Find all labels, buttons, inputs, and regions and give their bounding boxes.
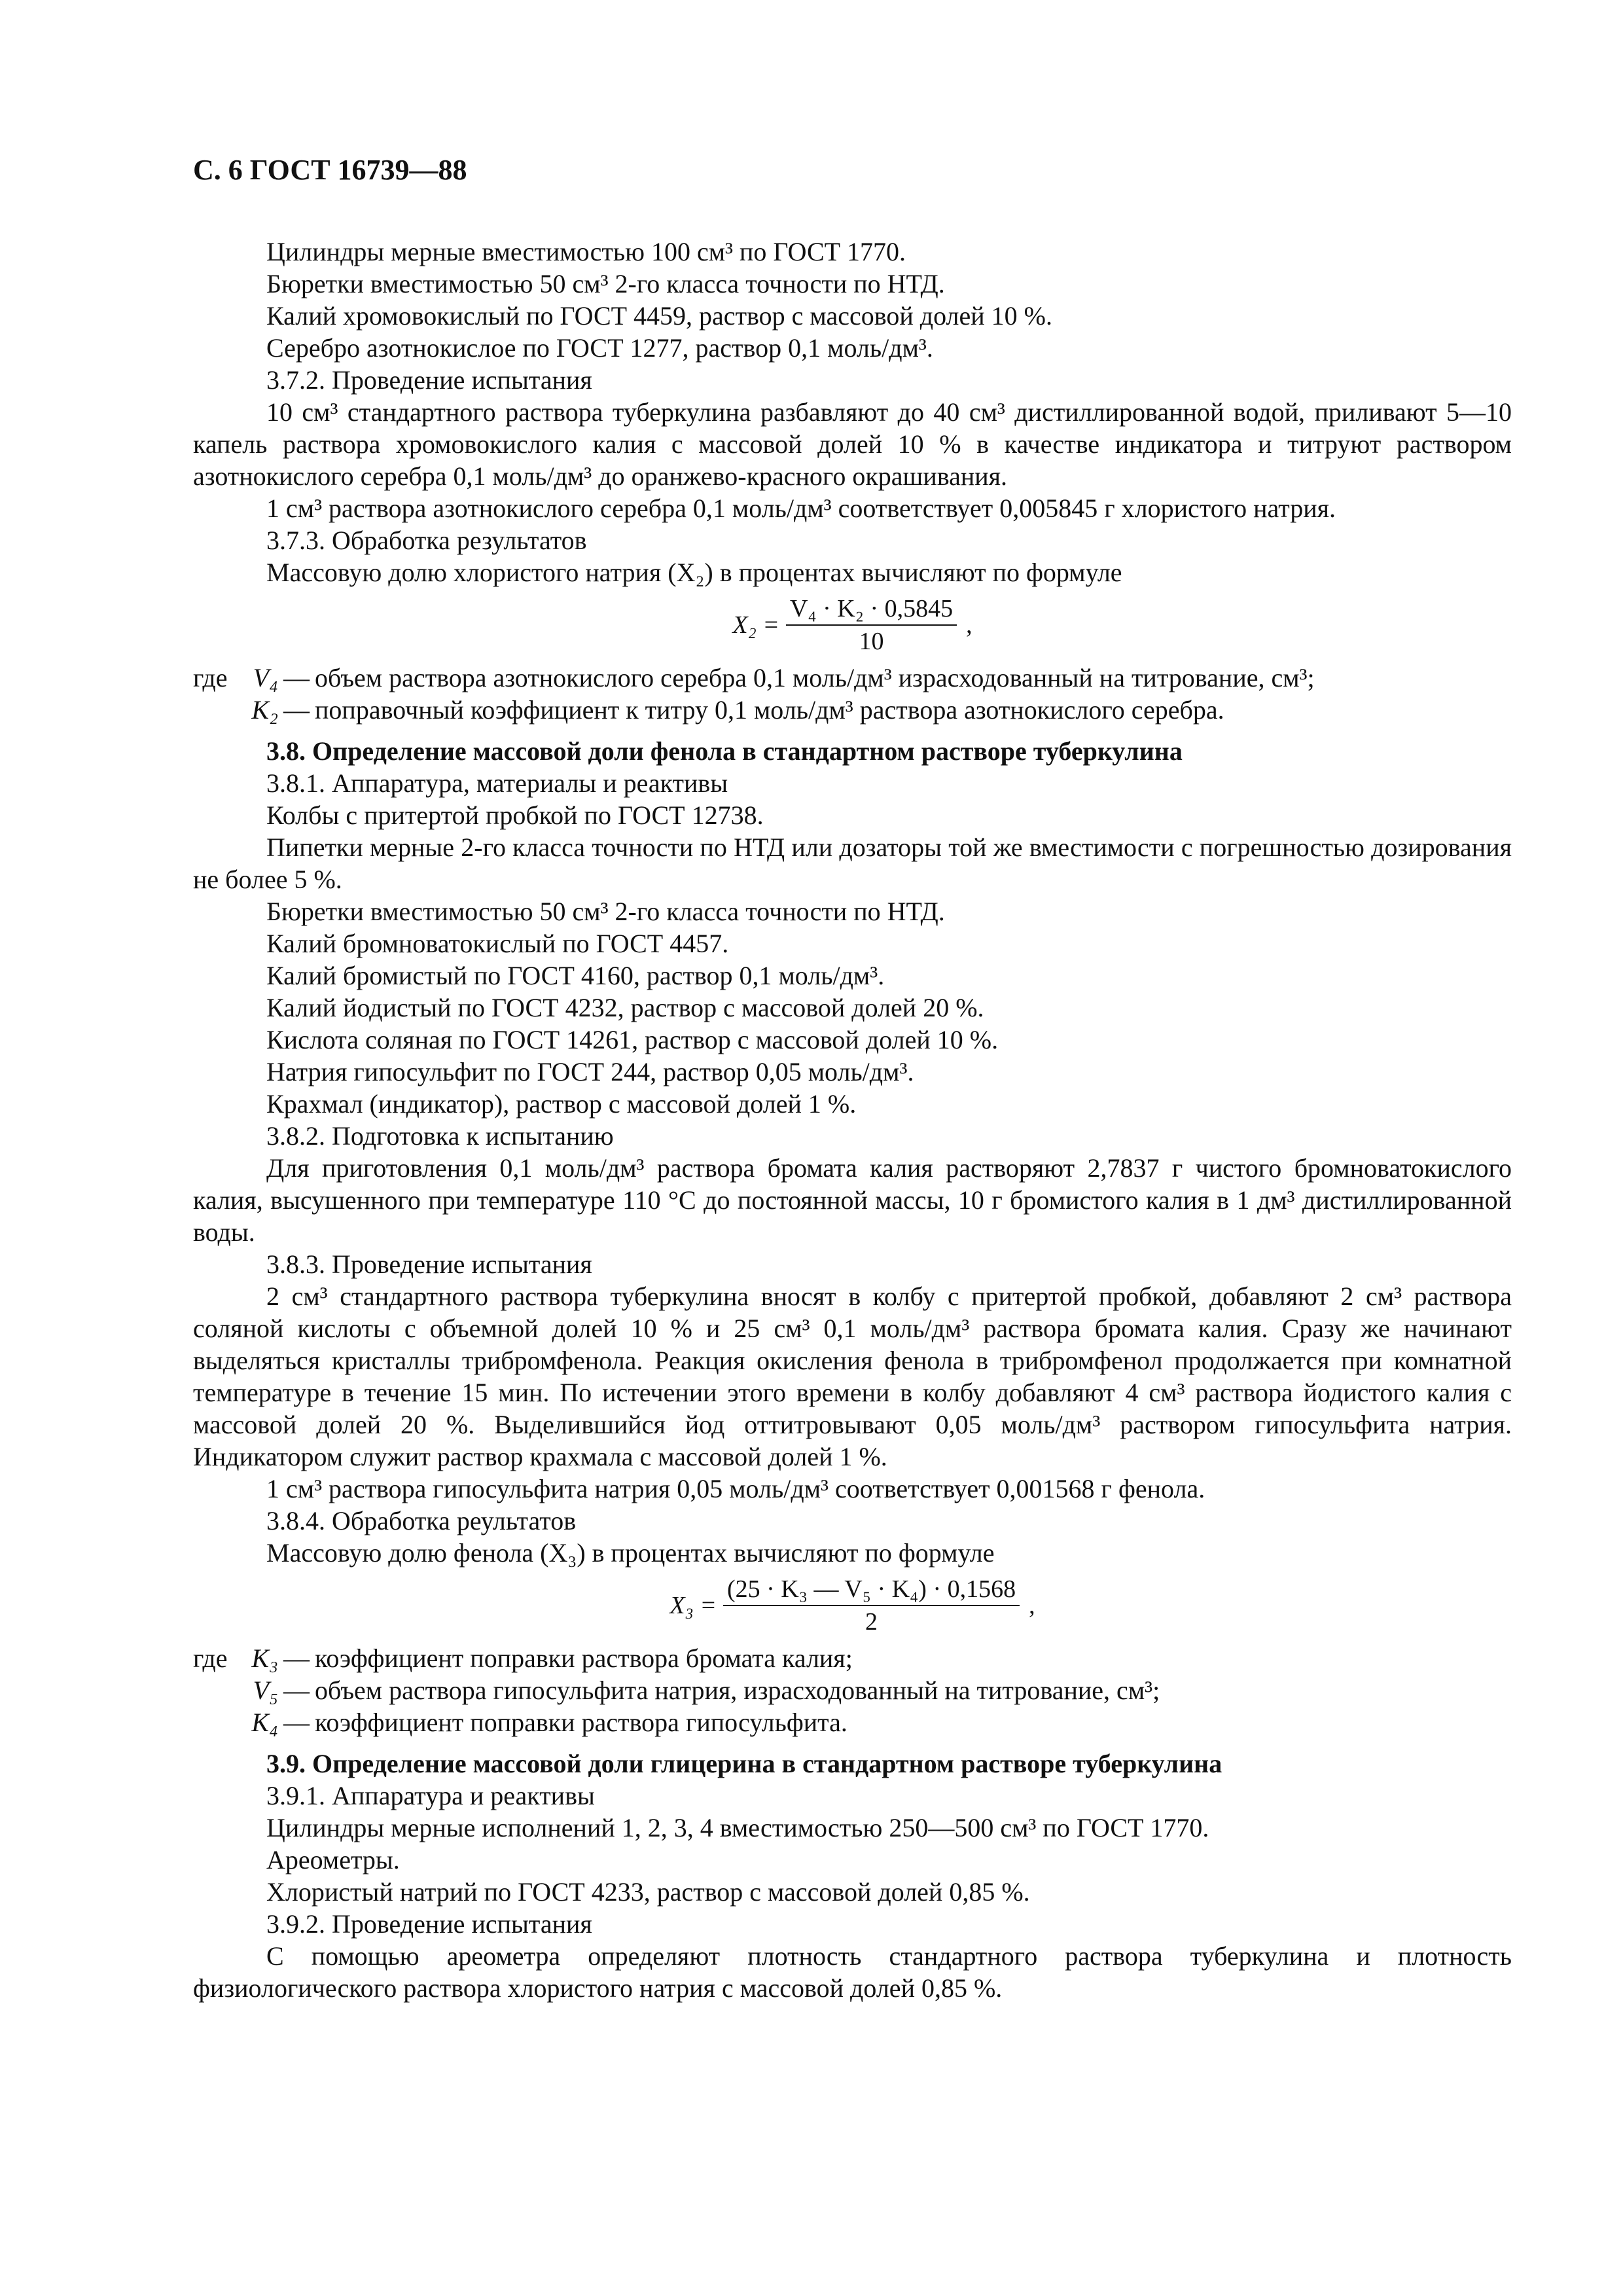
text-line: Калий бромноватокислый по ГОСТ 4457. — [266, 929, 729, 958]
text-line: Цилиндры мерные исполнений 1, 2, 3, 4 вместимостью 250—500 см³ по ГОСТ 1770. — [266, 1813, 1209, 1842]
where-symbol: K₃ — [251, 1643, 278, 1673]
section-heading-3-9: 3.9. Определение массовой доли глицерина в стандартном растворе туберкулина — [266, 1749, 1222, 1778]
paragraph: 1 см³ раствора гипосульфита натрия 0,05 моль/дм³ соответствует 0,001568 г фенола. — [266, 1474, 1205, 1503]
where-list — [193, 662, 1512, 726]
formula-denominator: 2 — [865, 1608, 878, 1636]
text-line: Хлористый натрий по ГОСТ 4233, раствор с массовой долей 0,85 %. — [266, 1877, 1030, 1907]
text-line: Ареометры. — [266, 1845, 400, 1874]
formula-comma: , — [966, 611, 972, 639]
formula-x3 — [193, 1569, 1512, 1642]
text-line: Кислота соляная по ГОСТ 14261, раствор с массовой долей 10 %. — [266, 1025, 999, 1054]
text-line: Массовую долю фенола (X₃) в процентах вычисляют по формуле — [266, 1538, 995, 1568]
paragraph: 1 см³ раствора азотнокислого серебра 0,1 моль/дм³ соответствует 0,005845 г хлористого натрия. — [266, 493, 1336, 523]
where-text: поправочный коэффициент к титру 0,1 моль/дм³ раствора азотнокислого серебра. — [315, 695, 1224, 725]
where-text: объем раствора гипосульфита натрия, израсходованный на титрование, см³; — [315, 1676, 1160, 1705]
where-dash: — — [283, 663, 310, 692]
where-symbol: K₂ — [251, 695, 278, 725]
where-dash: — — [283, 1643, 310, 1673]
text-line: Бюретки вместимостью 50 см³ 2-го класса точности по НТД. — [266, 897, 945, 926]
text-line: Калий хромовокислый по ГОСТ 4459, раствор с массовой долей 10 %. — [266, 301, 1052, 331]
paragraph: 2 см³ стандартного раствора туберкулина вносят в колбу с притертой пробкой, добавляют 2 см³ раствора соляной кислоты с объемной долей 10 % и 25 см³ 0,1 моль/дм³ раствора бромата калия. Сразу же начинают выделяться кристаллы трибромфенола. Реакция окисления фенола в трибромфенол продолжается при комнатной температуре в течение 15 мин. По истечении этого времени в колбу добавляют 4 см³ раствора йодистого калия с массовой долей 20 %. Выделившийся йод оттитровывают 0,05 моль/дм³ раствором гипосульфита натрия. Индикатором служит раствор крахмала с массовой долей 1 %. — [193, 1282, 1512, 1471]
formula-x2 — [193, 588, 1512, 662]
paragraph: 10 см³ стандартного раствора туберкулина разбавляют до 40 см³ дистиллированной водой, приливают 5—10 капель раствора хромовокислого калия с массовой долей 10 % в качестве индикатора и титруют раствором азотнокислого серебра 0,1 моль/дм³ до оранжево-красного окрашивания. — [193, 397, 1512, 491]
where-label: где — [193, 663, 228, 692]
subsection-heading: 3.8.1. Аппаратура, материалы и реактивы — [266, 768, 728, 798]
formula-numerator: V₄ · K₂ · 0,5845 — [786, 593, 957, 626]
section-heading-3-8: 3.8. Определение массовой доли фенола в стандартном растворе туберкулина — [266, 736, 1183, 766]
formula-numerator: (25 · K₃ — V₅ · K₄) · 0,1568 — [723, 1573, 1020, 1606]
text-line: Массовую долю хлористого натрия (X₂) в процентах вычисляют по формуле — [266, 558, 1122, 587]
subsection-heading: 3.7.2. Проведение испытания — [266, 365, 592, 395]
text-line: Цилиндры мерные вместимостью 100 см³ по ГОСТ 1770. — [266, 237, 906, 266]
subsection-heading: 3.8.3. Проведение испытания — [266, 1249, 592, 1279]
where-symbol: V₅ — [253, 1676, 278, 1705]
where-label — [193, 1706, 231, 1738]
text-line: Натрия гипосульфит по ГОСТ 244, раствор 0,05 моль/дм³. — [266, 1057, 914, 1086]
formula-fraction — [723, 1573, 1020, 1638]
paragraph: Для приготовления 0,1 моль/дм³ раствора бромата калия растворяют 2,7837 г чистого бромноватокислого калия, высушенного при температуре 110 °С до постоянной массы, 10 г бромистого калия в 1 дм³ дистиллированной воды. — [193, 1153, 1512, 1247]
subsection-heading: 3.8.4. Обработка реультатов — [266, 1506, 577, 1535]
text-line: Бюретки вместимостью 50 см³ 2-го класса точности по НТД. — [266, 269, 945, 298]
formula-fraction — [786, 593, 957, 657]
text-block — [193, 236, 1512, 396]
where-label — [193, 694, 231, 726]
formula-comma: , — [1029, 1591, 1035, 1619]
formula-denominator: 10 — [859, 628, 884, 655]
where-text: объем раствора азотнокислого серебра 0,1 моль/дм³ израсходованный на титрование, см³; — [315, 663, 1315, 692]
page-header: С. 6 ГОСТ 16739—88 — [193, 154, 467, 186]
subsection-heading: 3.7.3. Обработка результатов — [266, 526, 587, 555]
where-symbol: K₄ — [251, 1708, 278, 1737]
text-line: Крахмал (индикатор), раствор с массовой долей 1 %. — [266, 1089, 857, 1119]
where-symbol: V₄ — [253, 663, 278, 692]
where-list — [193, 1642, 1512, 1738]
where-dash: — — [283, 1708, 310, 1737]
text-line: Калий бромистый по ГОСТ 4160, раствор 0,1 моль/дм³. — [266, 961, 885, 990]
where-label — [193, 1674, 231, 1706]
where-label: где — [193, 1643, 228, 1673]
text-line: Колбы с притертой пробкой по ГОСТ 12738. — [266, 800, 764, 830]
text-line: Калий йодистый по ГОСТ 4232, раствор с массовой долей 20 %. — [266, 993, 984, 1022]
where-text: коэффициент поправки раствора бромата калия; — [315, 1643, 853, 1673]
text-line: Серебро азотнокислое по ГОСТ 1277, раствор 0,1 моль/дм³. — [266, 333, 933, 363]
formula-lhs: X₃ = — [669, 1591, 717, 1619]
subsection-heading: 3.8.2. Подготовка к испытанию — [266, 1121, 614, 1151]
where-dash: — — [283, 695, 310, 725]
paragraph: Пипетки мерные 2-го класса точности по НТД или дозаторы той же вместимости с погрешностью дозирования не более 5 %. — [193, 833, 1512, 894]
subsection-heading: 3.9.1. Аппаратура и реактивы — [266, 1781, 595, 1810]
where-dash: — — [283, 1676, 310, 1705]
paragraph: С помощью ареометра определяют плотность стандартного раствора туберкулина и плотность физиологического раствора хлористого натрия с массовой долей 0,85 %. — [193, 1941, 1512, 2003]
subsection-heading: 3.9.2. Проведение испытания — [266, 1909, 592, 1939]
formula-lhs: X₂ = — [732, 611, 779, 639]
where-text: коэффициент поправки раствора гипосульфита. — [315, 1708, 847, 1737]
